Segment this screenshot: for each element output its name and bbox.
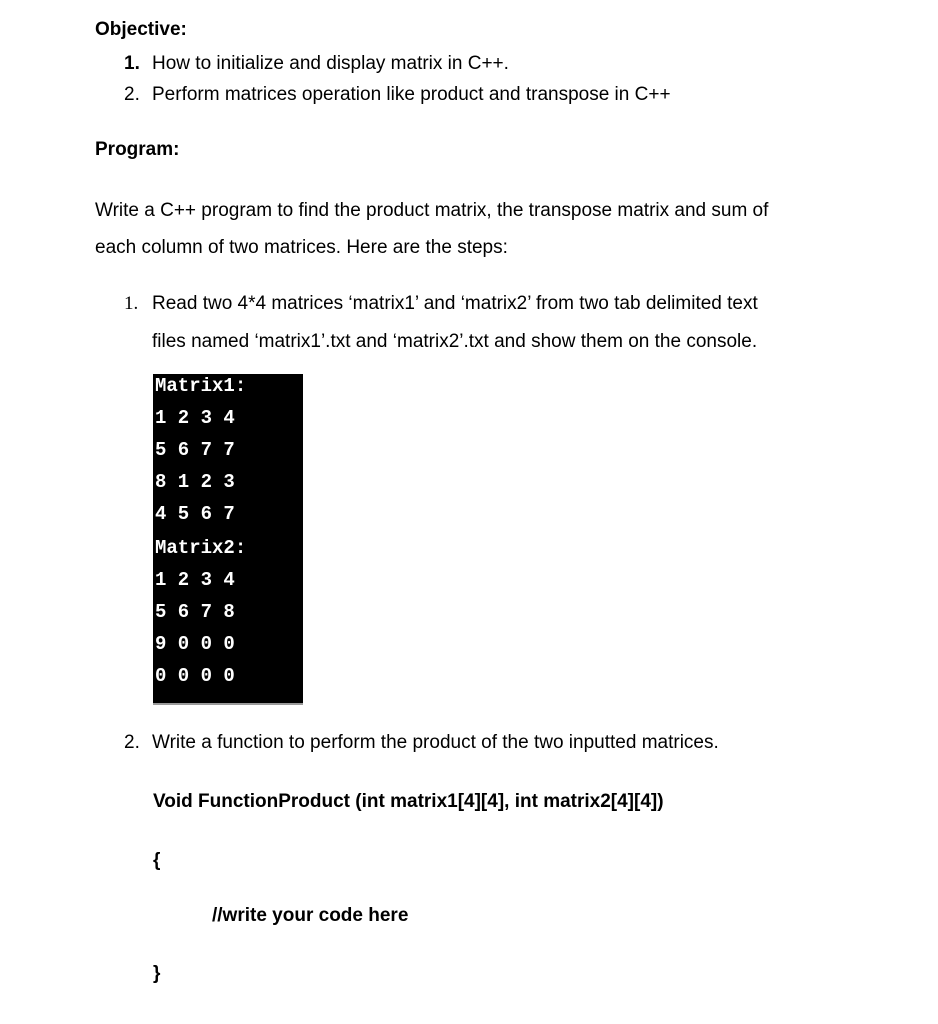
- objective-item-number: 2.: [124, 84, 140, 105]
- objective-item-number: 1.: [124, 53, 140, 74]
- step-1-continuation: files named ‘matrix1’.txt and ‘matrix2’.txt and show them on the console.: [152, 331, 758, 352]
- objective-item-1: [124, 52, 509, 76]
- console-line: 1 2 3 4: [155, 569, 235, 591]
- console-line: Matrix2:: [155, 537, 247, 559]
- console-line: 5 6 7 8: [155, 601, 235, 623]
- step-text: Read two 4*4 matrices ‘matrix1’ and ‘matrix2’ from two tab delimited text: [152, 293, 758, 314]
- console-output: [153, 374, 303, 705]
- program-intro-line-2: each column of two matrices. Here are the steps:: [95, 237, 508, 258]
- console-line: 0 0 0 0: [155, 665, 235, 687]
- console-line: 9 0 0 0: [155, 633, 235, 655]
- function-signature: Void FunctionProduct (int matrix1[4][4], int matrix2[4][4]): [153, 791, 664, 812]
- step-number: 2.: [124, 732, 140, 753]
- objective-item-text: How to initialize and display matrix in C++.: [152, 53, 509, 74]
- console-line: 1 2 3 4: [155, 407, 235, 429]
- open-brace: {: [153, 850, 161, 871]
- objective-heading: Objective:: [95, 19, 187, 40]
- objective-item-2: [124, 83, 671, 107]
- step-text: Write a function to perform the product of the two inputted matrices.: [152, 732, 719, 753]
- code-comment: //write your code here: [212, 905, 409, 926]
- step-number: 1.: [124, 293, 139, 314]
- program-heading: Program:: [95, 139, 180, 160]
- console-line: 4 5 6 7: [155, 503, 235, 525]
- program-intro-line-1: Write a C++ program to find the product matrix, the transpose matrix and sum of: [95, 200, 769, 221]
- console-line: Matrix1:: [155, 375, 247, 397]
- step-2: [124, 731, 719, 755]
- close-brace: }: [153, 963, 161, 984]
- console-line: 8 1 2 3: [155, 471, 235, 493]
- step-1: [124, 292, 758, 316]
- console-line: 5 6 7 7: [155, 439, 235, 461]
- objective-item-text: Perform matrices operation like product and transpose in C++: [152, 84, 671, 105]
